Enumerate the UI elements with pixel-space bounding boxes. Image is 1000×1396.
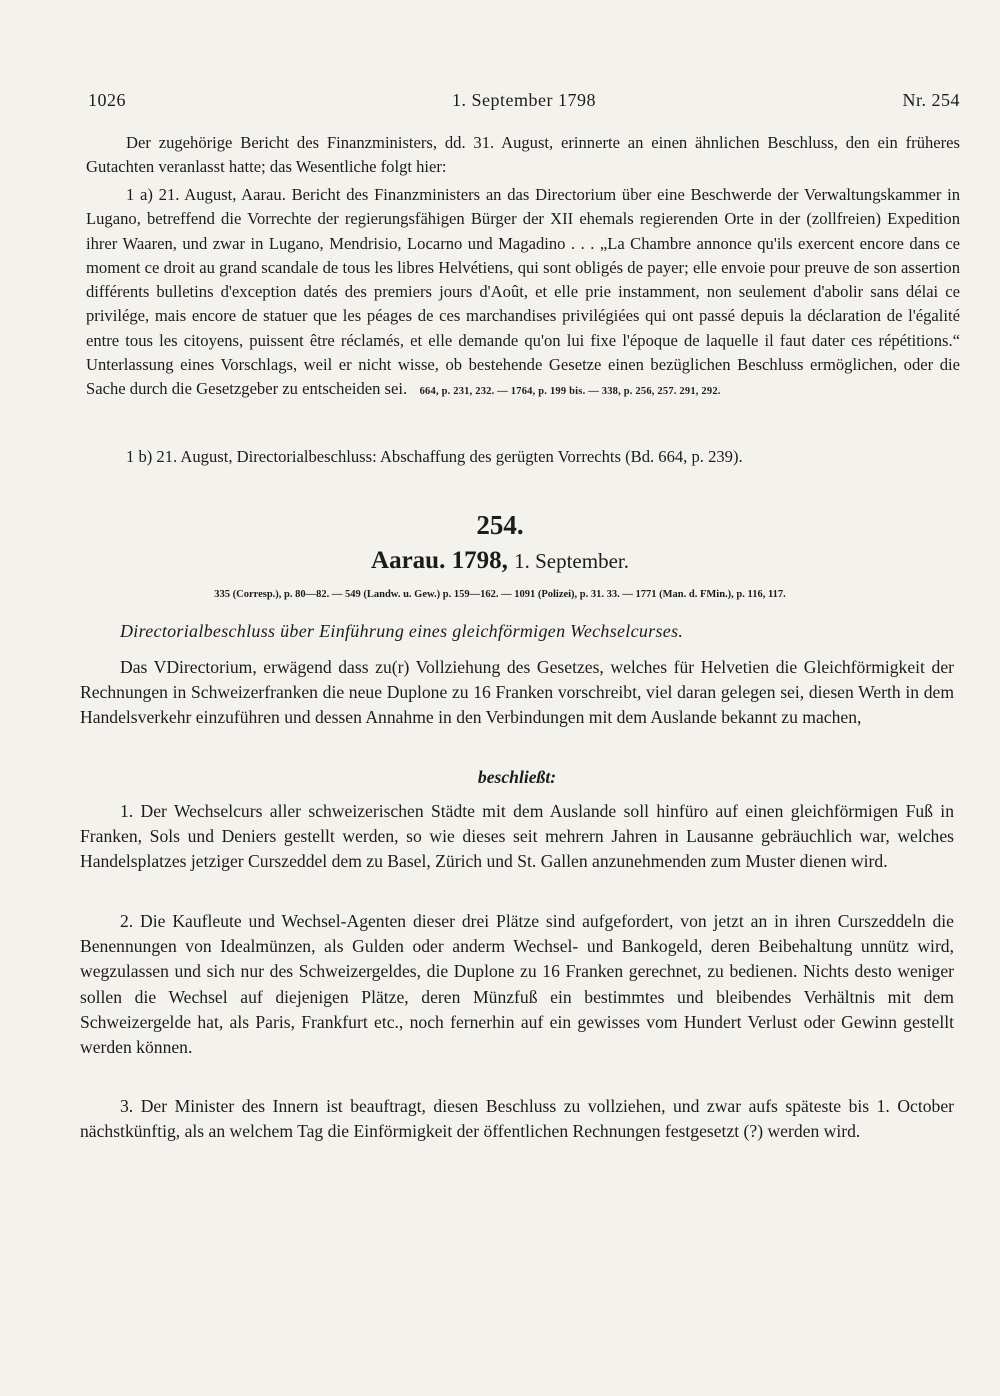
article-3: 3. Der Minister des Innern ist beauftragt, diesen Beschluss zu vollziehen, und zwar aufs späteste bis 1. October nächstkünftig, als an welchem Tag die Einförmigkeit der öffentlichen Rechnungen festgesetzt (?) werden wird. [80, 1096, 954, 1142]
document-place-year: Aarau. 1798, [371, 547, 508, 574]
intro-paragraph-1: Der zugehörige Bericht des Finanzministers, dd. 31. August, erinnerte an einen ähnlichen Beschluss, den ein früheres Gutachten veranlasst hatte; das Wesentliche folgt hier: [86, 133, 960, 177]
intro-paragraph-3: 1 b) 21. August, Directorialbeschluss: Abschaffung des gerügten Vorrechts (Bd. 664, p. 239). [126, 447, 743, 466]
header-date: 1. September 1798 [452, 90, 596, 110]
intro-report-text: 1 a) 21. August, Aarau. Bericht des Finanzministers an das Directorium über eine Beschwerde der Verwaltungskammer in Lugano, betreffend die Vorrechte der regierungsfähigen Bürger der XII ehemals regierenden Orte in der (zollfreien) Expedition ihrer Waaren, und zwar in Lugano, Mendrisio, Locarno und Magadino . . . „La Chambre annonce qu'ils exercent encore dans ce moment ce droit au grand scandale de tous les libres Helvétiens, qui sont obligés de payer; elle envoie pour preuve de son assertion différents bulletins d'exception datés des premiers jours d'Août, et elle prie instamment, non seulement d'abolir sans délai ce privilége, mais encore de statuer que les péages de ces marchandises privilégiées qui ont passé depuis la déclaration de l'égalité entre tous les citoyens, puissent être réclamés, et elle demande qu'on lui fixe l'époque de laquelle il faut dater ces répétitions.“ Unterlassung eines Vorschlags, weil er nicht wisse, ob bestehende Gesetze einen bezüglichen Beschluss ermöglichen, oder die Sache durch die Gesetzgeber zu entscheiden sei. [86, 185, 960, 399]
document-number: Nr. 254 [902, 90, 960, 110]
running-header [88, 90, 960, 120]
preamble: Das VDirectorium, erwägend dass zu(r) Vollziehung des Gesetzes, welches für Helvetien die Gleichförmigkeit der Rechnungen in Schweizerfranken die neue Duplone zu 16 Franken vorschreibt, viel daran gelegen sei, diesen Werth in dem Handelsverkehr einzuführen und dessen Annahme in den Verbindungen mit dem Auslande bekannt zu machen, [80, 657, 954, 728]
document-day: 1. September. [514, 549, 629, 573]
document-subject: Directorialbeschluss über Einführung eines gleichförmigen Wechselcurses. [120, 621, 684, 641]
article-1: 1. Der Wechselcurs aller schweizerischen Städte mit dem Auslande soll hinfüro auf einen gleichförmigen Fuß in Franken, Sols und Deniers gestellt werden, so wie dieses seit mehrern Jahren in Lausanne gebräuchlich war, welches Handelsplatzes jetziger Curszeddel dem zu Basel, Zürich und St. Gallen anzunehmenden zum Muster dienen wird. [80, 801, 954, 872]
page-number: 1026 [88, 90, 126, 110]
document-heading [0, 547, 1000, 575]
intro-paragraph-2 [86, 183, 960, 405]
document-heading-number: 254. [476, 510, 524, 540]
article-2: 2. Die Kaufleute und Wechsel-Agenten dieser drei Plätze sind aufgefordert, von jetzt an in ihren Curszeddeln die Benennungen von Idealmünzen, als Gulden oder anderm Wechsel- und Bankogeld, deren Beibehaltung unnütz wird, wegzulassen und sich nur des Schweizergeldes, die Duplone zu 16 Franken gerechnet, zu bedienen. Nichts desto weniger sollen die Wechsel auf diejenigen Plätze, deren Münzfuß ein bestimmtes und bleibendes Verhältnis mit dem Schweizergelde hat, als Paris, Frankfurt etc., noch fernerhin auf ein gewisses vom Hundert Verlust oder Gewinn gestellt werden können. [80, 911, 954, 1058]
resolution-word: beschließt: [477, 767, 557, 787]
archive-references: 664, p. 231, 232. — 1764, p. 199 bis. — 338, p. 256, 257. 291, 292. [419, 386, 721, 398]
document-source-references: 335 (Corresp.), p. 80—82. — 549 (Landw. u. Gew.) p. 159—162. — 1091 (Polizei), p. 31. 33. — 1771 (Man. d. FMin.), p. 116, 117. [214, 589, 786, 600]
